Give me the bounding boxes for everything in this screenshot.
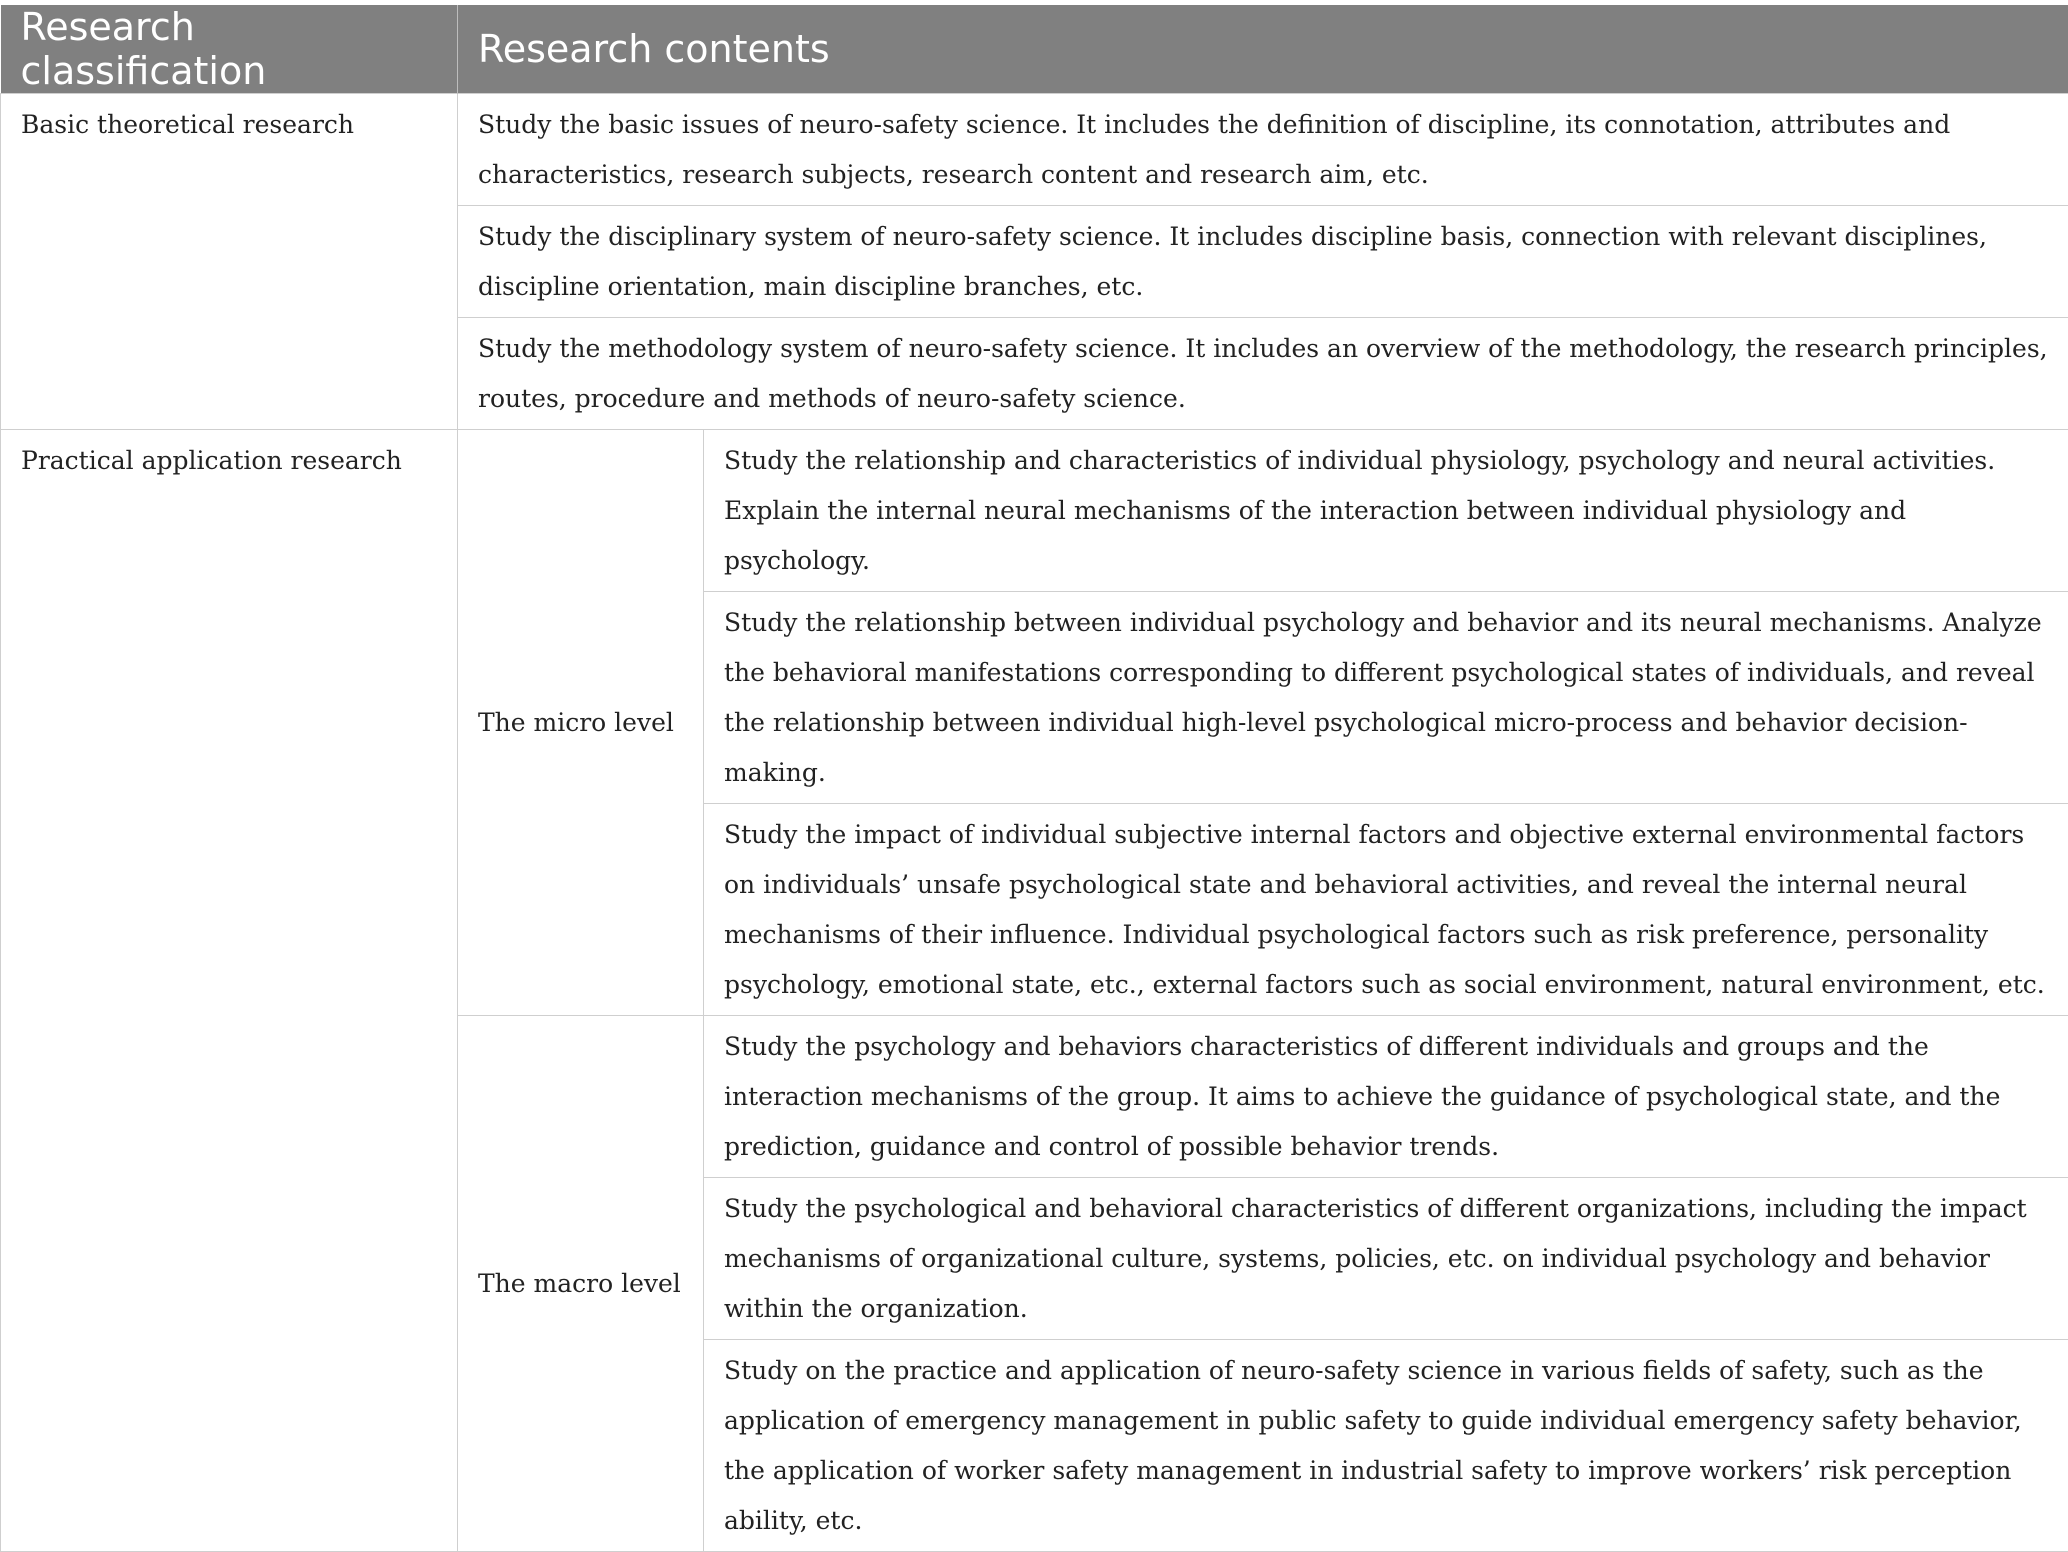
basic-content-cell: Study the methodology system of neuro-safety science. It includes an overview of the methodology, the research principles, routes, procedure and methods of neuro-safety science. [458,318,2068,430]
header-research-classification: Research classification [1,5,458,94]
research-table-container [0,5,2068,1552]
research-table [0,5,2068,1552]
header-research-contents: Research contents [458,5,2068,94]
basic-content-cell: Study the basic issues of neuro-safety science. It includes the definition of discipline, its connotation, attributes and characteristics, research subjects, research content and research aim, etc. [458,94,2068,206]
micro-level-label: The micro level [458,430,704,1016]
basic-theoretical-label: Basic theoretical research [1,94,458,430]
macro-level-label: The macro level [458,1016,704,1552]
table-row [1,94,2068,206]
basic-content-cell: Study the disciplinary system of neuro-safety science. It includes discipline basis, connection with relevant disciplines, discipline orientation, main discipline branches, etc. [458,206,2068,318]
micro-content-cell: Study the relationship and characteristics of individual physiology, psychology and neural activities. Explain the internal neural mechanisms of the interaction between individual physiology and psychology. [704,430,2068,592]
table-row [1,430,2068,592]
macro-content-cell: Study the psychology and behaviors characteristics of different individuals and groups and the interaction mechanisms of the group. It aims to achieve the guidance of psychological state, and the prediction, guidance and control of possible behavior trends. [704,1016,2068,1178]
practical-application-label: Practical application research [1,430,458,1552]
micro-content-cell: Study the relationship between individual psychology and behavior and its neural mechanisms. Analyze the behavioral manifestations corresponding to different psychological states of individuals, and reveal the relationship between individual high-level psychological micro-process and behavior decision-making. [704,592,2068,804]
header-row [1,5,2068,94]
micro-content-cell: Study the impact of individual subjective internal factors and objective external environmental factors on individuals’ unsafe psychological state and behavioral activities, and reveal the internal neural mechanisms of their influence. Individual psychological factors such as risk preference, personality psychology, emotional state, etc., external factors such as social environment, natural environment, etc. [704,804,2068,1016]
macro-content-cell: Study on the practice and application of neuro-safety science in various fields of safety, such as the application of emergency management in public safety to guide individual emergency safety behavior, the application of worker safety management in industrial safety to improve workers’ risk perception ability, etc. [704,1340,2068,1552]
macro-content-cell: Study the psychological and behavioral characteristics of different organizations, including the impact mechanisms of organizational culture, systems, policies, etc. on individual psychology and behavior within the organization. [704,1178,2068,1340]
